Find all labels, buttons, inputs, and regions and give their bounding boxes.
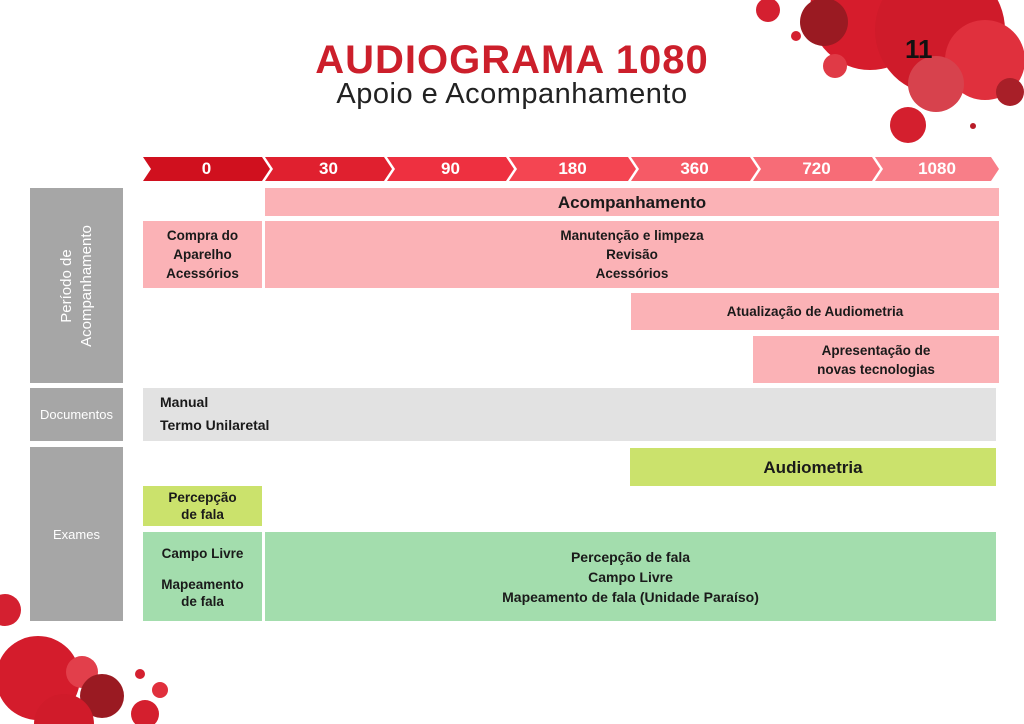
documento-item: Manual xyxy=(160,394,209,410)
mapeamento-line: de fala xyxy=(181,594,224,609)
timeline-label: 30 xyxy=(319,159,338,178)
apresentacao-line: novas tecnologias xyxy=(817,361,935,377)
percepcao-line: Percepção xyxy=(168,490,237,505)
compra-box xyxy=(143,221,262,288)
mapeamento-line: Mapeamento xyxy=(161,577,244,592)
timeline-step-360 xyxy=(631,157,758,181)
timeline-label: 360 xyxy=(680,159,709,178)
exames-continuo-box xyxy=(265,532,996,621)
apresentacao-line: Apresentação de xyxy=(821,342,931,358)
documentos-box xyxy=(143,388,996,441)
timeline-label: 0 xyxy=(201,159,212,178)
section-label-text: Documentos xyxy=(40,407,113,422)
timeline-label: 1080 xyxy=(918,159,956,178)
manutencao-box xyxy=(265,221,999,288)
section-label-exames xyxy=(30,447,123,621)
exames-continuo-line: Percepção de fala xyxy=(570,548,691,565)
apresentacao-box xyxy=(753,336,999,383)
acompanhamento-label: Acompanhamento xyxy=(557,192,707,212)
timeline-step-30 xyxy=(265,157,392,181)
percepcao-line: de fala xyxy=(181,507,224,522)
audiometria-bar xyxy=(630,448,996,486)
page-title: AUDIOGRAMA 1080 xyxy=(315,38,709,82)
timeline-label: 180 xyxy=(558,159,587,178)
campo-livre-inicial-box xyxy=(143,532,262,621)
compra-line: Aparelho xyxy=(173,247,232,262)
manutencao-line: Revisão xyxy=(606,247,658,262)
compra-line: Acessórios xyxy=(166,266,239,281)
page-number: 11 xyxy=(905,34,933,64)
exames-continuo-line: Campo Livre xyxy=(588,568,673,585)
page-subtitle: Apoio e Acompanhamento xyxy=(336,78,688,110)
compra-line: Compra do xyxy=(166,228,239,243)
timeline-step-720 xyxy=(753,157,880,181)
section-label-text: Exames xyxy=(53,526,100,542)
manutencao-line: Manutenção e limpeza xyxy=(560,228,704,243)
timeline-step-180 xyxy=(509,157,636,181)
acompanhamento-bar xyxy=(265,188,999,216)
campo-livre-label: Campo Livre xyxy=(161,546,244,561)
timeline-label: 720 xyxy=(802,159,831,178)
timeline-step-90 xyxy=(387,157,514,181)
section-label-periodo xyxy=(30,188,123,383)
documento-item: Termo Unilaretal xyxy=(160,417,270,433)
timeline-label: 90 xyxy=(441,159,460,178)
atualizacao-box xyxy=(631,293,999,330)
percepcao-inicial-box xyxy=(143,486,262,526)
section-label-documentos xyxy=(30,388,123,441)
audiometria-label: Audiometria xyxy=(763,457,863,477)
timeline-step-0 xyxy=(143,157,270,181)
exames-continuo-line: Mapeamento de fala (Unidade Paraíso) xyxy=(502,588,759,605)
section-label-text: Período de Acompanhamento xyxy=(57,224,95,347)
manutencao-line: Acessórios xyxy=(595,266,669,281)
atualizacao-label: Atualização de Audiometria xyxy=(726,304,904,319)
timeline-step-1080 xyxy=(875,157,999,181)
